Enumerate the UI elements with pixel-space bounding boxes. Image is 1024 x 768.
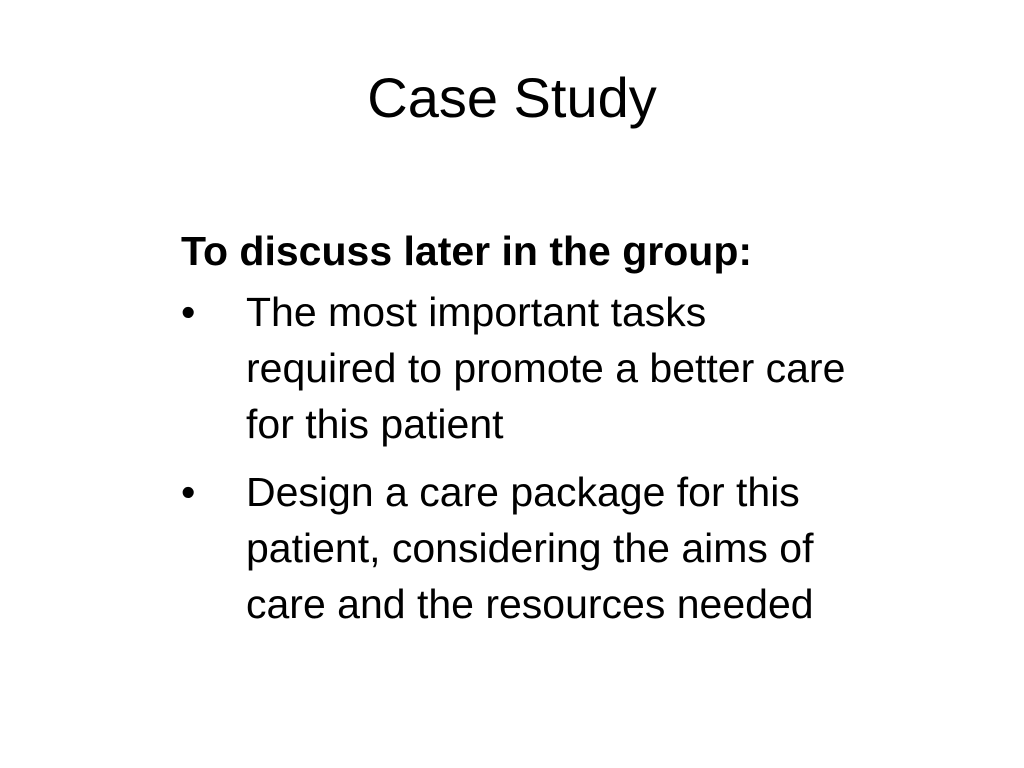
bullet-list [181, 284, 981, 632]
slide-title: Case Study [367, 66, 657, 129]
bullet-text-line: patient, considering the aims of [246, 525, 814, 571]
bullet-item [181, 464, 981, 632]
bullet-text-line: required to promote a better care [246, 345, 846, 391]
bullet-marker-icon: • [181, 289, 196, 335]
slide-body [181, 222, 981, 632]
bullet-item [181, 284, 981, 452]
bullet-text-line: care and the resources needed [246, 581, 814, 627]
bullet-marker-icon: • [181, 469, 196, 515]
discussion-heading: To discuss later in the group: [181, 228, 753, 274]
bullet-text-line: The most important tasks [246, 289, 707, 335]
bullet-text-line: for this patient [246, 401, 504, 447]
bullet-text-line: Design a care package for this [246, 469, 800, 515]
